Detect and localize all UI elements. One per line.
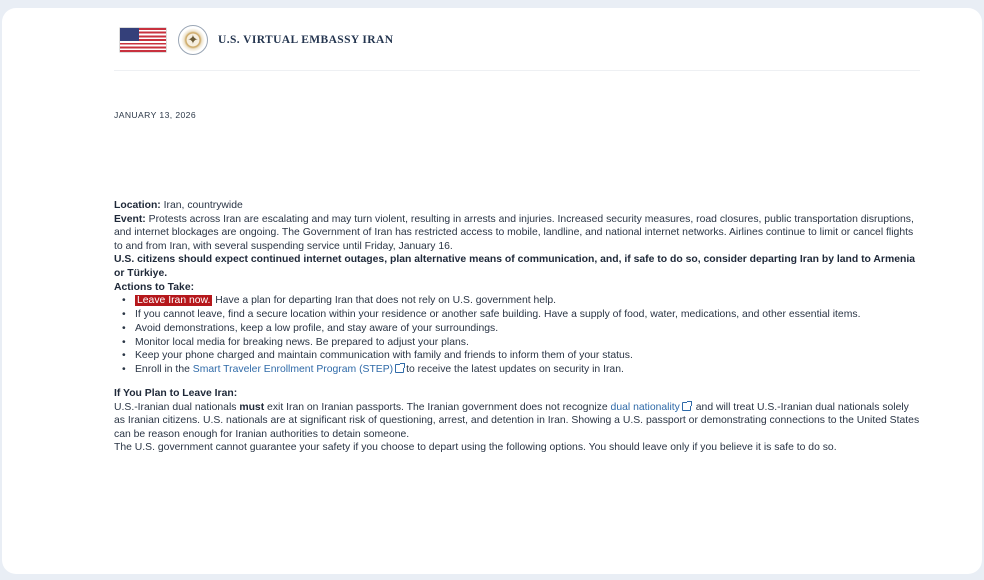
list-item: • Avoid demonstrations, keep a low profile, and stay aware of your surroundings. xyxy=(122,322,920,336)
event-paragraph xyxy=(114,213,920,254)
list-item xyxy=(122,363,920,377)
list-item: • If you cannot leave, find a secure location within your residence or another safe building. Have a supply of food, water, medications, and other essential items. xyxy=(122,308,920,322)
us-flag-icon xyxy=(120,28,166,52)
dual-text-mid: exit Iran on Iranian passports. The Iranian government does not recognize xyxy=(264,401,611,413)
alert-card xyxy=(2,8,982,574)
location-value: Iran, countrywide xyxy=(160,200,243,211)
site-header xyxy=(120,18,920,62)
list-item-text: Enroll in the xyxy=(135,364,193,376)
embassy-seal-icon: ✦ xyxy=(178,25,208,55)
alert-body xyxy=(114,199,920,455)
external-link-icon[interactable] xyxy=(395,364,404,373)
step-link[interactable]: Smart Traveler Enrollment Program (STEP) xyxy=(192,364,394,376)
flag-canton xyxy=(120,28,139,41)
must-emphasis: must xyxy=(239,401,265,413)
event-text: Protests across Iran are escalating and may turn violent, resulting in arrests and injuries. Increased security measures, road closures, public transportation disruptions, and internet blockages are ongoing. The Government of Iran has restricted access to mobile, landline, and national internet networks. Airlines continue to limit or cancel flights to and from Iran, with several suspending service until Friday, January 16. xyxy=(114,213,914,252)
plan-heading: If You Plan to Leave Iran: xyxy=(114,387,238,399)
safety-paragraph: The U.S. government cannot guarantee your safety if you choose to depart using the following options. You should leave only if you believe it is safe to do so. xyxy=(114,442,837,454)
external-link-icon[interactable] xyxy=(682,402,691,411)
dual-nationality-link[interactable]: dual nationality xyxy=(610,401,680,413)
location-paragraph xyxy=(114,199,920,213)
dual-nationals-paragraph xyxy=(114,401,920,442)
list-item: • Monitor local media for breaking news. Be prepared to adjust your plans. xyxy=(122,336,920,350)
site-title[interactable]: U.S. VIRTUAL EMBASSY IRAN xyxy=(218,34,394,46)
actions-list xyxy=(114,294,920,377)
list-item-text: Have a plan for departing Iran that does not rely on U.S. government help. xyxy=(212,295,557,307)
dual-text-prefix: U.S.-Iranian dual nationals xyxy=(114,401,240,413)
leave-now-highlight: Leave Iran now. xyxy=(137,295,211,307)
warning-paragraph: U.S. citizens should expect continued internet outages, plan alternative means of communication, and, if safe to do so, consider departing Iran by land to Armenia or Türkiye. xyxy=(114,254,915,279)
header-divider xyxy=(114,70,920,71)
list-item xyxy=(122,294,920,308)
location-label: Location: xyxy=(114,200,161,211)
list-item-text: to receive the latest updates on security in Iran. xyxy=(406,364,624,376)
alert-date: JANUARY 13, 2026 xyxy=(114,110,197,120)
event-label: Event: xyxy=(114,213,146,225)
actions-heading: Actions to Take: xyxy=(114,281,195,293)
dual-text-suffix: and will treat U.S.-Iranian dual nationals solely as Iranian citizens. U.S. nationals are at significant risk of questioning, arrest, and detention in Iran. Showing a U.S. passport or demonstrating connections to the United States can be reason enough for Iranian authorities to detain someone. xyxy=(114,401,920,440)
list-item: • Keep your phone charged and maintain communication with family and friends to inform them of your status. xyxy=(122,349,920,363)
